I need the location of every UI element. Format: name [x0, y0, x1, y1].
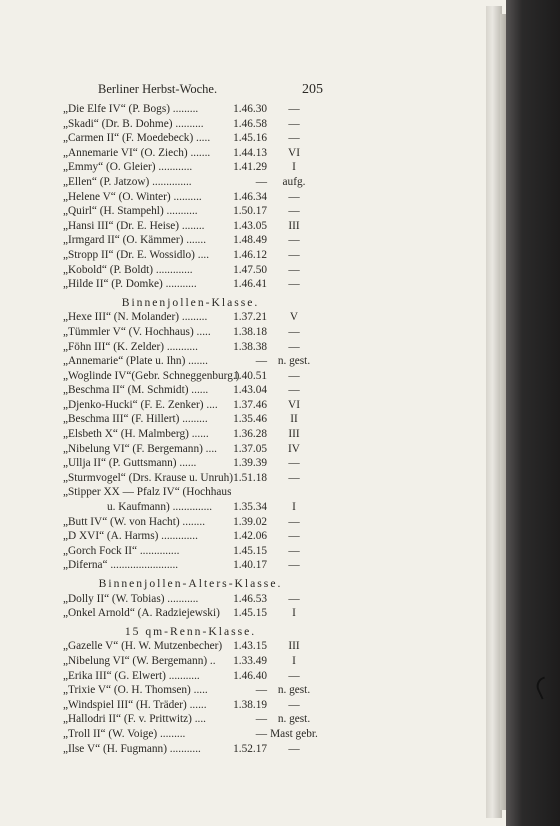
boat-entry: „Quirl“ (H. Stampehl) ...........	[63, 205, 198, 218]
race-time: —	[255, 175, 267, 188]
result-row	[63, 654, 318, 669]
result-row	[63, 606, 318, 621]
placing: —	[288, 103, 300, 115]
placing: —	[288, 742, 300, 755]
boat-entry: „Emmy“ (O. Gleier) ............	[63, 161, 193, 174]
placing: n. gest.	[277, 713, 311, 726]
race-time: 1.38.18	[233, 325, 267, 338]
race-time: 1.40.51	[233, 369, 267, 382]
result-row	[63, 485, 318, 500]
placing: —	[288, 457, 300, 470]
running-header	[98, 82, 323, 98]
boat-entry: u. Kaufmann) ..............	[107, 501, 213, 514]
placing: —	[288, 263, 300, 276]
placing: —	[288, 544, 300, 557]
race-time: 1.40.17	[233, 559, 267, 572]
placing: I	[292, 607, 296, 620]
boat-entry: „Die Elfe IV“ (P. Bogs) .........	[63, 103, 199, 115]
boat-entry: „Kobold“ (P. Boldt) .............	[63, 263, 193, 276]
race-time: 1.46.53	[233, 592, 267, 605]
race-time: 1.46.40	[233, 669, 267, 682]
race-time: 1.47.50	[233, 263, 267, 276]
result-row	[63, 544, 318, 559]
result-row	[63, 529, 318, 544]
result-row	[63, 369, 318, 384]
placing: VI	[288, 146, 300, 159]
result-row	[63, 592, 318, 607]
placing: V	[289, 311, 299, 324]
race-time: 1.35.46	[233, 413, 267, 426]
placing: —	[288, 278, 300, 291]
boat-entry: „Woglinde IV“(Gebr. Schneggenburg.)	[63, 369, 240, 382]
boat-entry: „Hallodri II“ (F. v. Prittwitz) ....	[63, 713, 206, 726]
section-heading: 15 qm-Renn-Klasse.	[124, 624, 257, 638]
race-time: 1.46.12	[233, 248, 267, 261]
race-time: 1.44.13	[233, 146, 267, 159]
result-row	[63, 117, 318, 132]
boat-entry: „Ilse V“ (H. Fugmann) ...........	[63, 742, 201, 755]
boat-entry: „Windspiel III“ (H. Träder) ......	[63, 698, 207, 711]
result-row	[63, 175, 318, 190]
race-time: 1.39.02	[233, 515, 267, 528]
placing: —	[288, 592, 300, 605]
boat-entry: „Hilde II“ (P. Domke) ...........	[63, 278, 197, 291]
race-time: 1.46.34	[233, 190, 267, 203]
placing: —	[288, 117, 300, 130]
placing: VI	[288, 398, 300, 411]
result-row	[63, 639, 318, 654]
result-row	[63, 558, 318, 573]
race-time: 1.51.18	[233, 471, 267, 484]
page-number: 205	[302, 82, 323, 97]
boat-entry: „Stropp II“ (Dr. E. Wossidlo) ....	[63, 248, 210, 261]
running-title: Berliner Herbst-Woche.	[98, 82, 218, 96]
placing: —	[288, 669, 300, 682]
result-row	[63, 263, 318, 278]
boat-entry: „Stipper XX — Pfalz IV“ (Hochhaus	[63, 486, 232, 499]
race-time: —	[255, 684, 267, 697]
placing: n. gest.	[277, 355, 311, 368]
race-time: 1.37.46	[233, 398, 267, 411]
result-row	[63, 325, 318, 340]
result-row	[63, 398, 318, 413]
section-heading: Binnenjollen-Klasse.	[121, 295, 260, 309]
race-time: 1.33.49	[233, 654, 267, 667]
boat-entry: „Annemarie VI“ (O. Ziech) .......	[63, 146, 211, 159]
placing: n. gest.	[277, 684, 311, 697]
boat-entry: „Nibelung VI“ (W. Bergemann) ..	[63, 654, 216, 667]
placing: III	[288, 640, 300, 653]
result-row	[63, 442, 318, 457]
placing: —	[288, 132, 300, 145]
placing: —	[288, 471, 300, 484]
result-row	[63, 698, 318, 713]
placing: —	[288, 205, 300, 218]
results-list	[63, 102, 318, 756]
boat-entry: „Annemarie“ (Plate u. Ihn) .......	[63, 355, 208, 368]
race-time: 1.35.34	[233, 501, 267, 514]
boat-entry: „Troll II“ (W. Voige) .........	[63, 727, 186, 740]
boat-entry: „Skadi“ (Dr. B. Dohme) ..........	[63, 117, 204, 130]
result-row	[63, 515, 318, 530]
boat-entry: „Ellen“ (P. Jatzow) ..............	[63, 175, 192, 188]
boat-entry: „Beschma III“ (F. Hillert) .........	[63, 413, 208, 426]
placing: —	[288, 325, 300, 338]
race-time: 1.38.38	[233, 340, 267, 353]
result-row	[63, 683, 318, 698]
result-row	[63, 277, 318, 292]
placing: I	[292, 161, 296, 174]
result-row	[63, 233, 318, 248]
boat-entry: „Erika III“ (G. Elwert) ...........	[63, 669, 200, 682]
boat-entry: „Ullja II“ (P. Guttsmann) ......	[63, 457, 197, 470]
boat-entry: „Elsbeth X“ (H. Malmberg) ......	[63, 428, 209, 441]
race-time: —	[255, 713, 267, 726]
result-row	[63, 742, 318, 757]
race-time: 1.50.17	[233, 205, 267, 218]
boat-entry: „D XVI“ (A. Harms) .............	[63, 530, 198, 543]
result-row	[63, 412, 318, 427]
boat-entry: „Hexe III“ (N. Molander) .........	[63, 311, 208, 324]
placing: Mast gebr.	[270, 727, 318, 740]
race-time: 1.43.04	[233, 384, 267, 397]
race-time: 1.41.29	[233, 161, 267, 174]
placing: IV	[288, 442, 300, 455]
race-time: 1.45.15	[233, 544, 267, 557]
placing: III	[288, 219, 300, 232]
boat-entry: „Dolly II“ (W. Tobias) ...........	[63, 592, 199, 605]
placing: —	[288, 530, 300, 543]
result-row	[63, 383, 318, 398]
result-row	[63, 310, 318, 325]
result-row	[63, 102, 318, 117]
boat-entry: „Tümmler V“ (V. Hochhaus) .....	[63, 325, 211, 338]
placing: —	[288, 340, 300, 353]
result-row	[63, 471, 318, 486]
boat-entry: „Carmen II“ (F. Moedebeck) .....	[63, 132, 211, 145]
placing: —	[288, 248, 300, 261]
race-time: 1.46.58	[233, 117, 267, 130]
result-row	[63, 204, 318, 219]
boat-entry: „Djenko-Hucki“ (F. E. Zenker) ....	[63, 398, 218, 411]
result-row	[63, 456, 318, 471]
result-row	[63, 500, 318, 515]
placing: —	[288, 559, 300, 572]
placing: I	[292, 654, 296, 667]
race-time: —	[255, 355, 267, 368]
boat-entry: „Gazelle V“ (H. W. Mutzenbecher)	[63, 640, 223, 653]
result-row	[63, 712, 318, 727]
placing: I	[292, 501, 296, 514]
result-row	[63, 219, 318, 234]
race-time: 1.37.21	[233, 311, 267, 324]
result-row	[63, 354, 318, 369]
result-row	[63, 727, 318, 742]
section-heading: Binnenjollen-Alters-Klasse.	[98, 577, 283, 590]
placing: —	[288, 190, 300, 203]
race-time: 1.48.49	[233, 234, 267, 247]
race-time: 1.37.05	[233, 442, 267, 455]
placing: —	[288, 369, 300, 382]
placing: aufg.	[282, 175, 306, 188]
result-row	[63, 131, 318, 146]
race-time: —	[255, 727, 267, 740]
boat-entry: „Butt IV“ (W. von Hacht) ........	[63, 515, 206, 528]
result-row	[63, 427, 318, 442]
result-row	[63, 146, 318, 161]
book-cover	[506, 0, 560, 826]
race-time: 1.38.19	[233, 698, 267, 711]
boat-entry: „Hansi III“ (Dr. E. Heise) ........	[63, 219, 205, 232]
boat-entry: „Onkel Arnold“ (A. Radziejewski)	[63, 607, 220, 620]
boat-entry: „Sturmvogel“ (Drs. Krause u. Unruh)	[63, 471, 234, 484]
boat-entry: „Gorch Fock II“ ..............	[63, 544, 180, 557]
race-time: 1.45.15	[233, 607, 267, 620]
race-time: 1.42.06	[233, 530, 267, 543]
placing: —	[288, 384, 300, 397]
result-row	[63, 248, 318, 263]
race-time: 1.43.05	[233, 219, 267, 232]
boat-entry: „Irmgard II“ (O. Kämmer) .......	[63, 234, 207, 247]
placing: III	[288, 428, 300, 441]
placing: —	[288, 515, 300, 528]
boat-entry: „Föhn III“ (K. Zelder) ...........	[63, 340, 198, 353]
boat-entry: „Nibelung VI“ (F. Bergemann) ....	[63, 442, 217, 455]
race-time: 1.39.39	[233, 457, 267, 470]
boat-entry: „Trixie V“ (O. H. Thomsen) .....	[63, 684, 208, 697]
race-time: 1.36.28	[233, 428, 267, 441]
result-row	[63, 669, 318, 684]
placing: —	[288, 234, 300, 247]
boat-entry: „Diferna“ ........................	[63, 559, 179, 572]
result-row	[63, 340, 318, 355]
placing: —	[288, 698, 300, 711]
race-time: 1.43.15	[233, 640, 267, 653]
result-row	[63, 190, 318, 205]
race-time: 1.52.17	[233, 742, 267, 755]
race-time: 1.45.16	[233, 132, 267, 145]
boat-entry: „Beschma II“ (M. Schmidt) ......	[63, 384, 209, 397]
placing: II	[290, 413, 298, 426]
race-time: 1.46.30	[233, 103, 267, 115]
result-row	[63, 160, 318, 175]
boat-entry: „Helene V“ (O. Winter) ..........	[63, 190, 202, 203]
race-time: 1.46.41	[233, 278, 267, 291]
